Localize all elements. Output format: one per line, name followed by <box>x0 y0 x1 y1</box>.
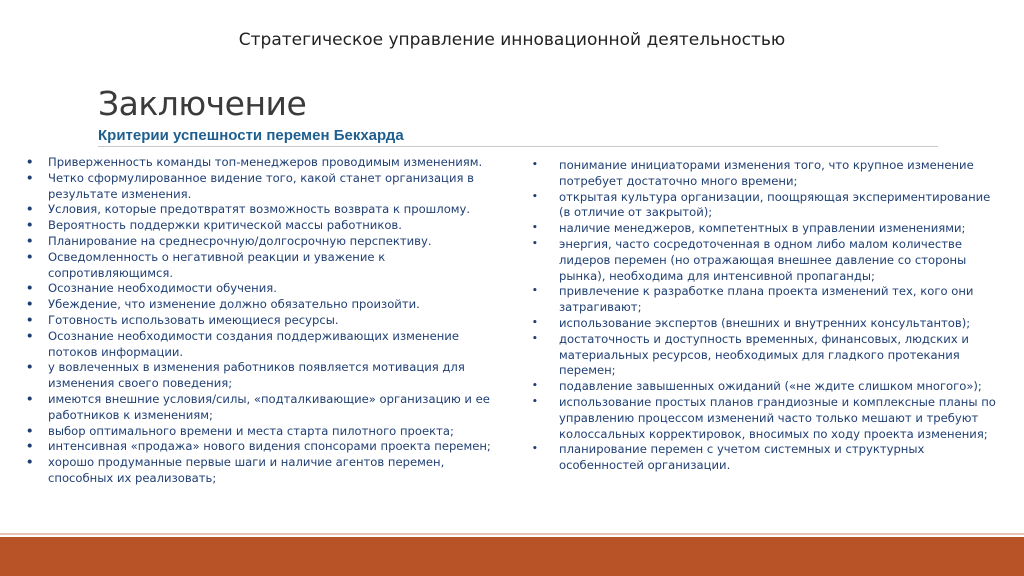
bullet-icon: • <box>532 396 538 407</box>
list-item: • у вовлеченных в изменения работников появляется мотивация для изменения своего поведения; <box>26 360 465 391</box>
list-item: • Осознание необходимости обучения. <box>26 281 277 296</box>
bullet-icon: • <box>532 381 538 392</box>
list-item: • Условия, которые предотвратят возможность возврата к прошлому. <box>26 202 471 217</box>
subtitle-divider <box>98 146 938 147</box>
bullet-icon: • <box>26 155 34 169</box>
slide-subtitle: Критерии успешности перемен Бекхарда <box>98 127 404 144</box>
slide-title: Заключение <box>98 84 307 123</box>
list-item: • имеются внешние условия/силы, «подталкивающие» организацию и ее работников к изменениям; <box>26 391 490 422</box>
bullet-icon: • <box>532 160 538 170</box>
list-item: • Вероятность поддержки критической массы работников. <box>26 218 402 233</box>
bullet-icon: • <box>532 286 538 297</box>
presentation-header-title: Стратегическое управление инновационной деятельностью <box>238 30 786 50</box>
list-item: • Приверженность команды топ-менеджеров проводимым изменениям. <box>26 155 483 169</box>
bullet-icon: • <box>26 455 34 470</box>
bullet-icon: • <box>532 317 538 328</box>
bullet-icon: • <box>26 423 34 438</box>
bullet-icon: • <box>26 297 34 312</box>
list-item: • Осведомленность о негативной реакции и уважение к сопротивляющимся. <box>26 249 386 280</box>
list-item: • привлечение к разработке плана проекта изменений тех, кого они затрагивают; <box>532 284 974 315</box>
list-item: • наличие менеджеров, компетентных в управлении изменениями; <box>532 221 966 236</box>
list-item: • планирование перемен с учетом системных и структурных особенностей организации. <box>532 442 925 473</box>
bullet-icon: • <box>26 281 34 296</box>
bullet-icon: • <box>532 223 538 234</box>
list-item: • Осознание необходимости создания поддерживающих изменение потоков информации. <box>26 328 459 359</box>
bullet-icon: • <box>532 444 538 455</box>
bullet-icon: • <box>26 328 34 343</box>
list-item: • Убеждение, что изменение должно обязательно произойти. <box>26 297 420 312</box>
bullet-icon: • <box>26 312 34 327</box>
list-item: • использование простых планов грандиозные и комплексные планы по управлению процессом изменений часто только мешают и требуют колоссальных корректировок, вносимых по ходу проекта изменения; <box>532 394 996 441</box>
list-item: • достаточность и доступность временных, финансовых, людских и материальных ресурсов, необходимых для гладкого протекания перемен; <box>532 331 969 378</box>
bullet-icon: • <box>532 238 538 249</box>
bullet-icon: • <box>26 233 34 248</box>
left-criteria-list <box>26 155 508 487</box>
list-item: • Планирование на среднесрочную/долгосрочную перспективу. <box>26 233 432 248</box>
list-item: • использование экспертов (внешних и внутренних консультантов); <box>532 315 971 330</box>
list-item: • понимание инициаторами изменения того, что крупное изменение потребует достаточно много времени; <box>532 158 974 188</box>
list-item: • энергия, часто сосредоточенная в одном либо малом количестве лидеров перемен (но отражающая внешнее давление со стороны рынка), необходима для интенсивной пропаганды; <box>532 236 967 283</box>
right-criteria-list <box>532 158 999 474</box>
list-item: • хорошо продуманные первые шаги и наличие агентов перемен, способных их реализовать; <box>26 455 445 485</box>
bullet-icon: • <box>26 360 34 375</box>
bullet-icon: • <box>26 170 34 185</box>
footer-bar <box>0 537 1024 576</box>
list-item: • Готовность использовать имеющиеся ресурсы. <box>26 312 339 327</box>
bullet-icon: • <box>26 218 34 233</box>
bullet-icon: • <box>26 249 34 264</box>
list-item: • подавление завышенных ожиданий («не ждите слишком многого»); <box>532 379 982 394</box>
bullet-icon: • <box>532 191 538 202</box>
list-item: • выбор оптимального времени и места старта пилотного проекта; <box>26 423 454 438</box>
bullet-icon: • <box>26 439 34 454</box>
bullet-icon: • <box>26 391 34 406</box>
bullet-icon: • <box>532 333 538 344</box>
list-item: • интенсивная «продажа» нового видения спонсорами проекта перемен; <box>26 439 491 454</box>
list-item: • открытая культура организации, поощряющая экспериментирование (в отличие от закрытой); <box>532 189 991 220</box>
footer-accent-line <box>0 533 1024 535</box>
bullet-icon: • <box>26 202 34 217</box>
list-item: • Четко сформулированное видение того, какой станет организация в результате изменения. <box>26 170 474 201</box>
